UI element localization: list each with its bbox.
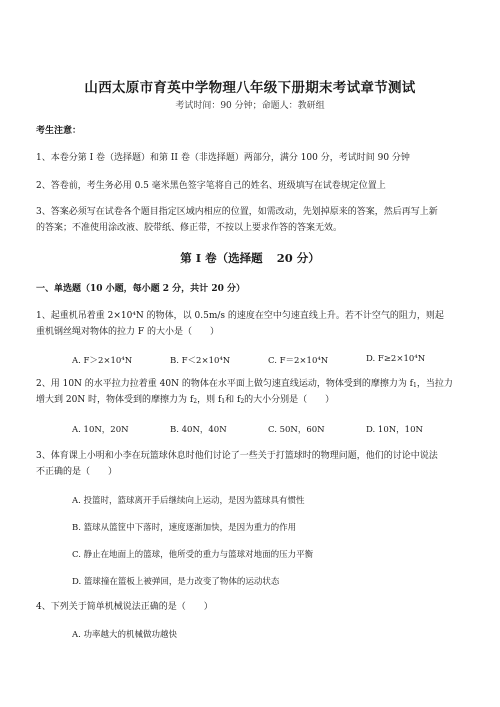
question-1-option-b[interactable]: B. F＜2×10⁴N [170,356,231,366]
question-2-text-b: 增大到 20N 时，物体受到的摩擦力为 f [36,395,194,405]
question-2-text-f: ，当拉力 [416,379,453,389]
exam-subtitle: 考试时间：90 分钟；命题人：教研组 [175,101,325,111]
notice-item-2: 2、答卷前，考生务必用 0.5 毫米黑色签字笔将自己的姓名、班级填写在试卷规定位置上 [36,181,386,191]
section-title-label: 第 I 卷（选择题 [180,251,263,265]
section-title-score: 20 分） [276,251,320,265]
question-3-option-a[interactable]: A. 投篮时，篮球离开手后继续向上运动，是因为篮球具有惯性 [72,496,305,506]
question-2-text-a: 2、用 10N 的水平拉力拉着重 40N 的物体在水平面上做匀速直线运动，物体受到的摩擦力为 f [36,379,414,389]
part-heading: 一、单选题（10 小题，每小题 2 分，共计 20 分） [36,284,245,294]
question-2-option-a[interactable]: A. 10N，20N [72,425,129,435]
question-2-option-d[interactable]: D. 10N，10N [366,425,423,435]
question-1-line-1: 1、起重机吊着重 2×10⁴N 的物体，以 0.5m/s 的速度在空中匀速直线上升。若不计空气的阻力，则起 [36,311,444,321]
subscript: 1 [413,382,417,389]
question-3-option-c[interactable]: C. 静止在地面上的篮球，他所受的重力与篮球对地面的压力平衡 [72,550,314,560]
question-1-option-c[interactable]: C. F＝2×10⁴N [268,356,329,366]
question-2-text-d: 和 f [225,395,241,405]
section-title [0,250,500,266]
question-4-option-a[interactable]: A. 功率越大的机械做功越快 [72,630,178,640]
question-1-line-2: 重机钢丝绳对物体的拉力 F 的大小是（ ） [36,327,219,337]
notice-item-1: 1、本卷分第 I 卷（选择题）和第 II 卷（非选择题）两部分，满分 100 分，考试时间 90 分钟 [36,153,410,163]
notice-heading: 考生注意： [36,126,82,136]
notice-item-3: 3、答案必须写在试卷各个题目指定区域内相应的位置，如需改动，先划掉原来的答案，然后再写上新 [36,207,438,217]
question-2-text-e: 的大小分别是（ ） [244,395,335,405]
notice-item-3-cont: 的答案；不准使用涂改液、胶带纸、修正带，不按以上要求作答的答案无效。 [36,223,343,233]
question-2-line-1 [36,378,453,392]
question-3-line-2: 不正确的是（ ） [36,467,118,477]
subscript: 1 [221,398,226,405]
question-3-option-b[interactable]: B. 篮球从篮筐中下落时，速度逐渐加快，是因为重力的作用 [72,523,297,533]
question-2-option-b[interactable]: B. 40N，40N [170,425,227,435]
question-4-line-1: 4、下列关于简单机械说法正确的是（ ） [36,602,213,612]
subscript: 2 [240,398,245,405]
question-3-line-1: 3、体育课上小明和小李在玩篮球休息时他们讨论了一些关于打篮球时的物理问题，他们的讨论中说法 [36,451,438,461]
subscript: 2 [193,398,198,405]
question-2-text-c: ，则 f [197,395,222,405]
question-1-option-d[interactable]: D. F≥2×10⁴N [366,354,426,364]
question-1-option-a[interactable]: A. F＞2×10⁴N [72,356,133,366]
exam-title: 山西太原市育英中学物理八年级下册期末考试章节测试 [84,80,416,96]
question-2-option-c[interactable]: C. 50N，60N [268,425,325,435]
question-3-option-d[interactable]: D. 篮球撞在篮板上被弹回，是力改变了物体的运动状态 [72,577,280,587]
question-2-line-2 [36,394,334,408]
